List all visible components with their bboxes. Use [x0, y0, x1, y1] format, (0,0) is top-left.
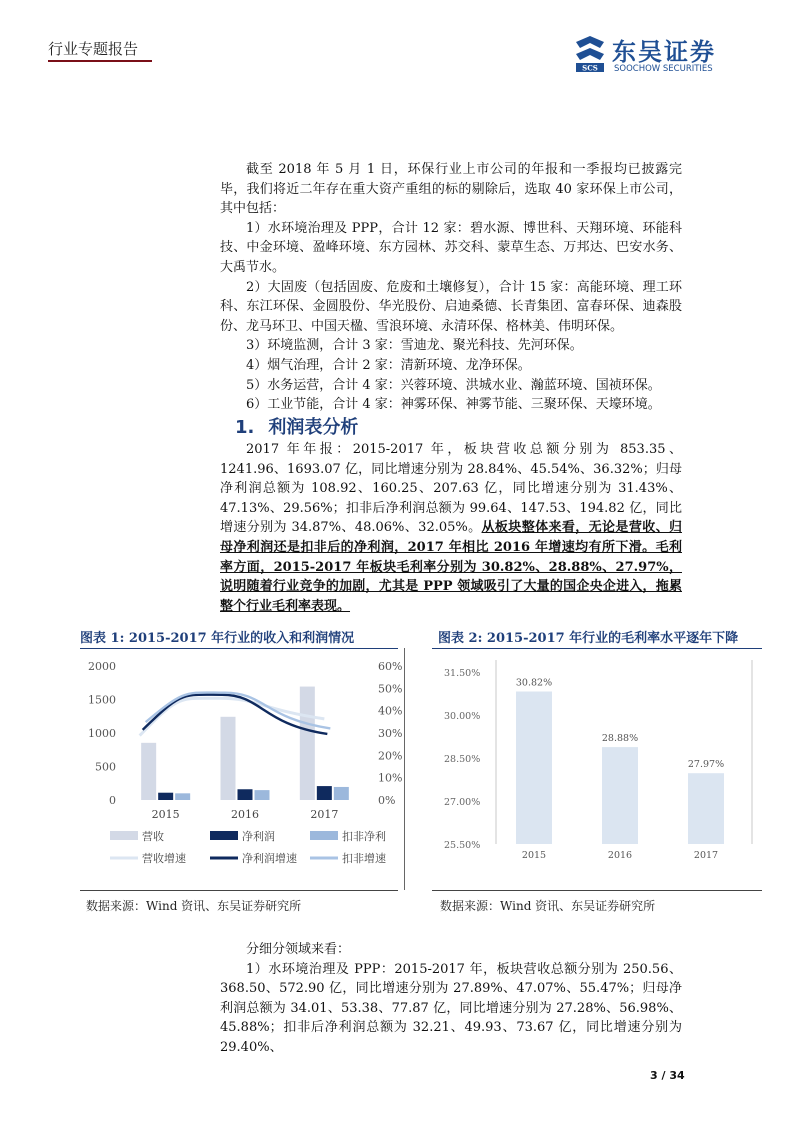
x-tick-label: 2015 — [521, 850, 547, 861]
figure1-bottom-rule — [80, 890, 398, 891]
paragraph: 1）水环境治理及 PPP：2015-2017 年，板块营收总额分别为 250.56、368.50、572.90 亿，同比增速分别为 27.89%、47.07%、55.47%；归母净利润总额为 34.01、53.38、77.87 亿，同比增速分别为 27.28%、56.98%、45.88%；扣非后净利润总额为 32.21、49.93、73.67 亿，同比增速分别为 29.40%、 — [220, 961, 682, 1055]
list-item: 3）环境监测，合计 3 家：雪迪龙、聚光科技、先河环保。 — [246, 338, 583, 354]
paragraph: 截至 2018 年 5 月 1 日，环保行业上市公司的年报和一季报均已披露完毕，我们将近二年存在重大资产重组的标的剔除后，选取 40 家环保上市公司，其中包括： — [220, 162, 682, 217]
bar-扣非净利 — [255, 790, 270, 800]
figure1-top-rule — [80, 648, 398, 649]
y-tick-label: 25.50% — [444, 840, 481, 851]
analysis-text — [220, 440, 682, 616]
logo-name-cn: 东吴证券 — [612, 38, 716, 66]
list-item: 5）水务运营，合计 4 家：兴蓉环境、洪城水业、瀚蓝环境、国祯环保。 — [246, 377, 661, 393]
y2-tick-label: 50% — [378, 682, 403, 696]
data-label: 27.97% — [687, 759, 725, 771]
x-tick-label: 2016 — [231, 808, 259, 821]
figure2-title: 图表 2: 2015-2017 年行业的毛利率水平逐年下降 — [438, 631, 739, 646]
report-type: 行业专题报告 — [48, 40, 139, 58]
y2-tick-label: 30% — [378, 727, 403, 740]
section-number: 1. — [235, 417, 255, 438]
paragraph — [220, 440, 682, 616]
legend-swatch — [310, 831, 338, 840]
intro-text — [220, 160, 682, 415]
analysis-highlight: 从板块整体来看，无论是营收、归母净利润还是扣非后的净利润，2017 年相比 2016 年增速均有所下滑。毛利率方面，2015-2017 年板块毛利率分别为 30.82%、28.88%、27.97%，说明随着行业竞争的加剧，尤其是 PPP 领域吸引了大量的国企央企进入，拖累整个行业毛利率表现。 — [220, 520, 682, 614]
y-tick-label: 27.00% — [444, 797, 481, 808]
list-item: 1）水环境治理及 PPP，合计 12 家：碧水源、博世科、天翔环境、环能科技、中金环境、盈峰环境、东方园林、苏交科、蒙草生态、万邦达、巴安水务、大禹节水。 — [220, 220, 682, 275]
y2-tick-label: 10% — [378, 771, 403, 785]
section-heading — [235, 413, 372, 439]
bar-净利润 — [317, 786, 332, 800]
y2-tick-label: 60% — [378, 660, 403, 673]
y-tick-label: 30.00% — [444, 711, 481, 722]
y-tick-label: 1500 — [88, 693, 116, 707]
section-title: 利润表分析 — [268, 417, 359, 438]
legend-label: 营收 — [142, 830, 164, 843]
figure1-source: 数据来源：Wind 资讯、东吴证券研究所 — [86, 899, 302, 913]
header-rule — [48, 60, 152, 62]
x-tick-label: 2015 — [151, 808, 180, 821]
y-tick-label: 500 — [95, 760, 116, 774]
paragraph: 分细分领域来看： — [246, 942, 351, 957]
logo-name-en: SOOCHOW SECURITIES — [614, 64, 713, 74]
margin-bar — [688, 773, 724, 844]
legend-label: 净利润 — [242, 830, 275, 843]
figure1-title: 图表 1: 2015-2017 年行业的收入和利润情况 — [80, 631, 355, 646]
y-tick-label: 0 — [109, 794, 116, 807]
y-tick-label: 2000 — [88, 660, 116, 673]
x-tick-label: 2016 — [607, 850, 633, 861]
legend-swatch — [110, 831, 138, 840]
logo-mark-text: SCS — [582, 63, 598, 73]
data-label: 28.88% — [601, 733, 639, 745]
bar-营收 — [221, 717, 236, 800]
margin-bar — [516, 691, 552, 844]
company-logo — [570, 34, 750, 74]
margin-bar — [602, 747, 638, 844]
analysis-plain: 2017 年年报：2015-2017 年，板块营收总额分别为 853.35、1241.96、1693.07 亿，同比增速分别为 28.84%、45.54%、36.32%；归母净利润总额为 108.92、160.25、207.63 亿，同比增速分别为 31.43%、47.13%、29.56%；扣非后净利润总额为 99.64、147.53、194.82 亿，同比增速分别为 34.87%、48.06%、32.05%。 — [220, 442, 682, 536]
y-tick-label: 28.50% — [444, 754, 481, 765]
y2-tick-label: 40% — [378, 704, 403, 718]
bar-营收 — [300, 687, 315, 800]
list-item: 4）烟气治理，合计 2 家：清新环境、龙净环保。 — [246, 357, 531, 373]
y-tick-label: 31.50% — [444, 668, 481, 679]
sub-text — [220, 940, 682, 1058]
figure1-chart — [80, 652, 403, 888]
figure2-top-rule — [432, 648, 762, 649]
y2-tick-label: 0% — [378, 794, 396, 807]
legend-label: 扣非增速 — [342, 852, 386, 865]
bar-净利润 — [238, 789, 253, 800]
figure-separator — [404, 648, 405, 890]
bar-扣非净利 — [175, 793, 190, 800]
y2-tick-label: 20% — [378, 749, 403, 763]
logo-mark-icon — [570, 34, 610, 74]
list-item: 6）工业节能，合计 4 家：神雾环保、神雾节能、三聚环保、天壕环境。 — [246, 397, 661, 413]
legend-label: 扣非净利 — [342, 830, 386, 843]
legend-label: 净利润增速 — [242, 852, 297, 865]
legend-label: 营收增速 — [142, 852, 186, 865]
bar-营收 — [141, 743, 156, 800]
figure2-source: 数据来源：Wind 资讯、东吴证券研究所 — [440, 899, 656, 913]
list-item: 2）大固废（包括固废、危废和土壤修复），合计 15 家：高能环境、理工环科、东江环保、金圆股份、华光股份、启迪桑德、长青集团、富春环保、迪森股份、龙马环卫、中国天楹、雪浪环境、永清环保、格林美、伟明环保。 — [220, 279, 682, 334]
figure2-bottom-rule — [432, 890, 762, 891]
y-tick-label: 1000 — [88, 727, 116, 740]
figure2-chart — [436, 652, 756, 886]
bar-净利润 — [158, 793, 173, 800]
legend-swatch — [210, 831, 238, 840]
page-number: 3 / 34 — [650, 1069, 685, 1082]
bar-扣非净利 — [334, 787, 349, 800]
x-tick-label: 2017 — [693, 850, 719, 861]
data-label: 30.82% — [515, 677, 553, 689]
x-tick-label: 2017 — [310, 808, 339, 821]
